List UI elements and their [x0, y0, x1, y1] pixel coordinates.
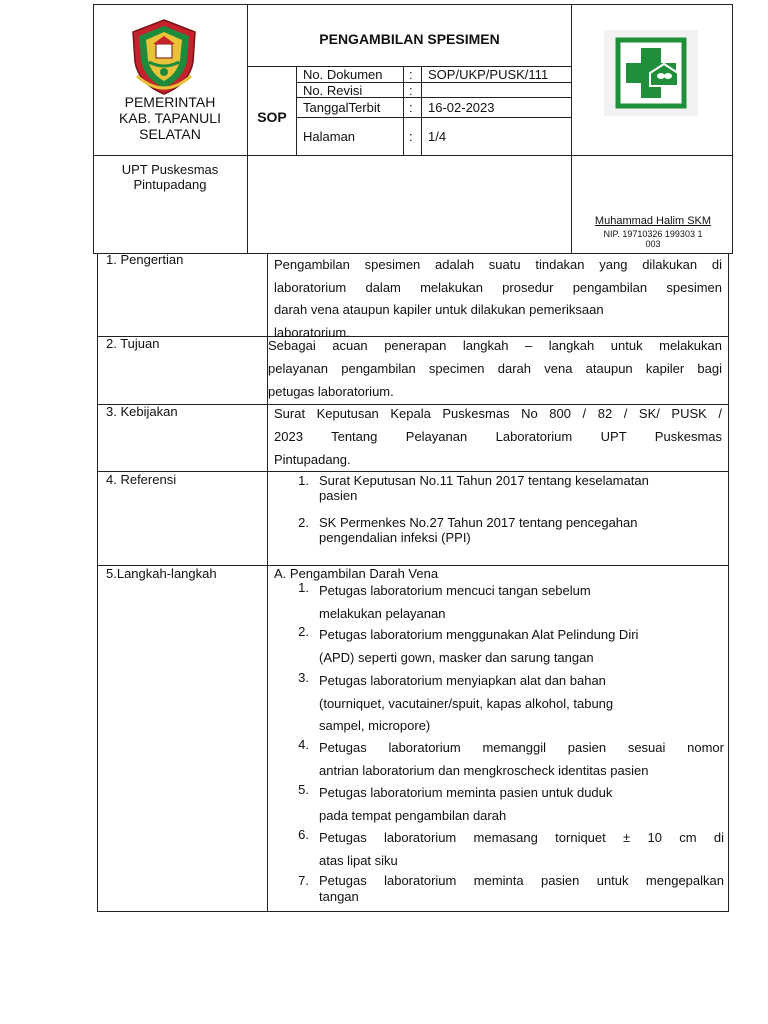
header-right-border: [732, 4, 733, 253]
meta-sep-left: [403, 66, 404, 155]
health-cross-icon: [604, 30, 698, 116]
meta-sep-halaman: :: [409, 129, 413, 144]
text-line: 2023 Tentang Pelayanan Laboratorium UPT Puskesmas: [274, 429, 722, 444]
list-item-number: 6.: [298, 827, 309, 842]
section-label-pengertian: 1. Pengertian: [106, 252, 184, 267]
header-row-divider: [93, 155, 733, 156]
text-line: Pintupadang.: [274, 452, 351, 467]
signer-name: Muhammad Halim SKM: [594, 215, 712, 227]
text-line: atas lipat siku: [319, 852, 398, 868]
body-row-line-3: [97, 471, 729, 472]
section-text-tujuan: [268, 334, 722, 403]
text-line: laboratorium dalam melakukan prosedur pengambilan spesimen: [274, 279, 722, 295]
text-line: pada tempat pengambilan darah: [319, 807, 507, 823]
text-line: melakukan pelayanan: [319, 605, 446, 621]
org-line-2: KAB. TAPANULI: [119, 110, 221, 126]
text-line: pelayanan pengambilan specimen darah vena ataupun kapiler bagi: [268, 361, 722, 376]
unit-line-2: Pintupadang: [133, 177, 207, 192]
list-item-text: [319, 580, 724, 625]
signer-nip: [582, 229, 724, 249]
list-item-number: 1.: [298, 580, 309, 595]
meta-sep-no-revisi: :: [409, 83, 413, 98]
signer-nip-line-1: NIP. 19710326 199303 1: [603, 229, 703, 239]
meta-label-no-dokumen: No. Dokumen: [303, 67, 383, 82]
list-item-number: 4.: [298, 737, 309, 752]
text-line: Petugas laboratorium memasang torniquet ± 10 cm di: [319, 830, 724, 845]
list-item-number: 2.: [298, 624, 309, 639]
list-item-number: 1.: [298, 473, 309, 488]
text-line: Petugas laboratorium menggunakan Alat Pelindung Diri: [319, 627, 639, 642]
text-line: Surat Keputusan No.11 Tahun 2017 tentang keselamatan: [319, 473, 649, 488]
puskesmas-logo: [604, 30, 698, 116]
meta-row-line-3: [296, 117, 571, 118]
text-line: laboratorium.: [274, 324, 350, 340]
section-label-tujuan: 2. Tujuan: [106, 336, 160, 351]
sop-label: SOP: [257, 109, 287, 125]
list-item-number: 5.: [298, 782, 309, 797]
crest-logo: [127, 18, 201, 96]
section-text-pengertian: [274, 254, 722, 344]
list-item-number: 3.: [298, 670, 309, 685]
text-line: pasien: [319, 488, 358, 503]
section-label-kebijakan: 3. Kebijakan: [106, 404, 178, 419]
text-line: Petugas laboratorium mencuci tangan sebelum: [319, 583, 591, 598]
text-line: Sebagai acuan penerapan langkah – langkah untuk melakukan: [268, 338, 722, 353]
meta-sep-right: [421, 66, 422, 155]
text-line: tangan: [319, 889, 359, 904]
list-item-text: [319, 873, 724, 905]
text-line: Petugas laboratorium meminta pasien untuk mengepalkan: [319, 873, 724, 888]
langkah-subheading: A. Pengambilan Darah Vena: [274, 566, 439, 581]
unit-name: [94, 162, 246, 192]
list-item-text: [319, 624, 724, 669]
list-item-text: [319, 670, 724, 738]
list-item: [279, 515, 724, 547]
section-text-kebijakan: [274, 402, 722, 471]
meta-sep-no-dokumen: :: [409, 67, 413, 82]
list-item-text: [319, 827, 724, 872]
text-line: Petugas laboratorium memanggil pasien sesuai nomor: [319, 740, 724, 755]
org-line-3: SELATAN: [139, 126, 201, 142]
list-item-number: 2.: [298, 515, 309, 530]
meta-value-halaman: 1/4: [428, 129, 447, 144]
text-line: pengendalian infeksi (PPI): [319, 530, 471, 545]
meta-label-halaman: Halaman: [303, 129, 356, 144]
sop-divider: [296, 66, 297, 155]
meta-value-no-dokumen: SOP/UKP/PUSK/111: [428, 67, 549, 82]
text-line: Pengambilan spesimen adalah suatu tindakan yang dilakukan di: [274, 257, 722, 272]
list-item-text: [319, 737, 724, 782]
text-line: SK Permenkes No.27 Tahun 2017 tentang pencegahan: [319, 515, 638, 530]
text-line: sampel, micropore): [319, 718, 431, 733]
header-divider-2: [571, 4, 572, 253]
unit-line-1: UPT Puskesmas: [121, 162, 219, 177]
list-item-text: [319, 782, 724, 827]
text-line: darah vena ataupun kapiler untuk dilakukan pemeriksaan: [274, 302, 604, 317]
text-line: petugas laboratorium.: [268, 384, 394, 399]
section-label-referensi: 4. Referensi: [106, 472, 177, 487]
text-line: (tourniquet, vacutainer/spuit, kapas alkohol, tabung: [319, 695, 614, 711]
list-item-text: [319, 515, 638, 545]
meta-label-no-revisi: No. Revisi: [303, 83, 363, 98]
body-right-border: [728, 253, 729, 912]
list-item-text: [319, 473, 649, 503]
org-name: [94, 94, 246, 142]
meta-label-tanggal-terbit: TanggalTerbit: [303, 100, 381, 115]
org-line-1: PEMERINTAH: [124, 94, 216, 110]
signer-nip-line-2: 003: [645, 239, 661, 249]
meta-value-tanggal-terbit: 16-02-2023: [428, 100, 495, 115]
body-bottom-border: [97, 911, 729, 912]
text-line: (APD) seperti gown, masker dan sarung tangan: [319, 649, 594, 665]
list-item-number: 7.: [298, 873, 309, 888]
section-label-langkah: 5.Langkah-langkah: [106, 566, 217, 581]
meta-sep-tanggal-terbit: :: [409, 100, 413, 115]
crest-icon: [127, 18, 201, 96]
document-title: PENGAMBILAN SPESIMEN: [319, 31, 500, 47]
text-line: Petugas laboratorium meminta pasien untuk duduk: [319, 785, 613, 800]
text-line: antrian laboratorium dan mengkroscheck identitas pasien: [319, 762, 649, 778]
text-line: Surat Keputusan Kepala Puskesmas No 800 / 82 / SK/ PUSK /: [274, 406, 722, 421]
text-line: Petugas laboratorium menyiapkan alat dan bahan: [319, 673, 606, 688]
body-left-border: [97, 253, 98, 912]
header-top-border: [93, 4, 733, 5]
list-item: [279, 473, 724, 505]
